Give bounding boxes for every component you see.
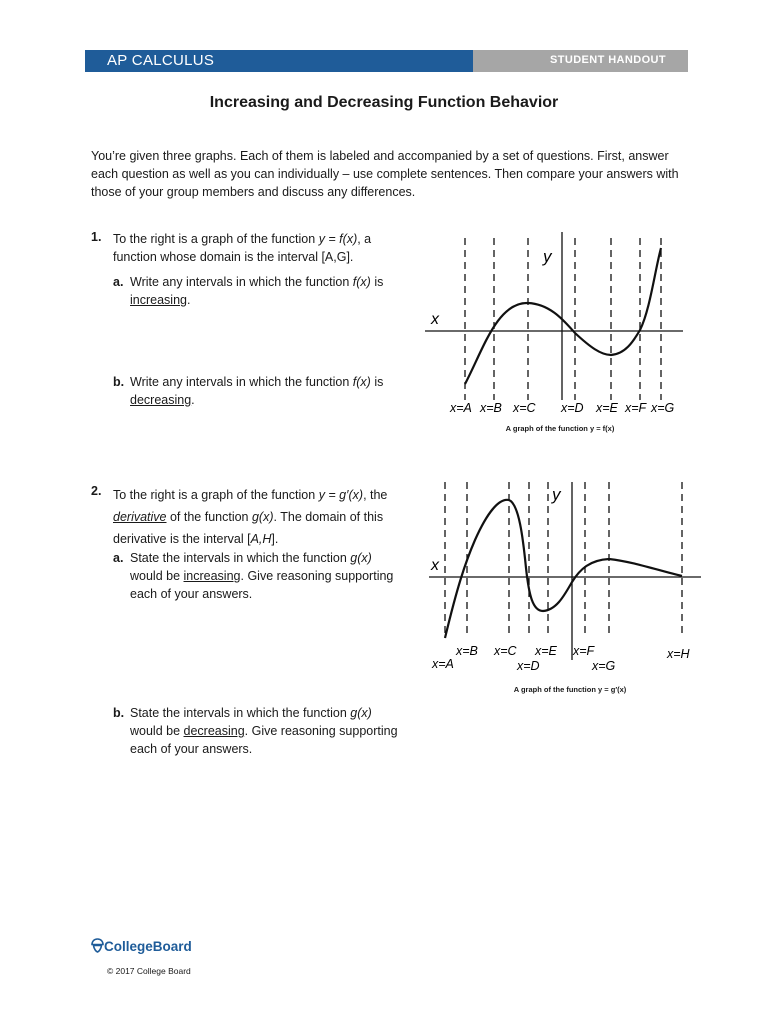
graph1-fx bbox=[425, 230, 695, 420]
q2a-text: State the intervals in which the function g(x) would be increasing. Give reasoning supporting each of your answers. bbox=[130, 551, 394, 601]
graph1-label-C: x=C bbox=[513, 401, 536, 415]
acorn-icon bbox=[91, 938, 104, 953]
graph1-label-E: x=E bbox=[596, 401, 618, 415]
graph2-curve bbox=[445, 500, 682, 638]
graph1-label-A: x=A bbox=[450, 401, 472, 415]
collegeboard-logo bbox=[91, 938, 192, 954]
course-title: AP CALCULUS bbox=[107, 52, 215, 69]
graph1-caption: A graph of the function y = f(x) bbox=[505, 424, 615, 433]
graph2-x-label: x bbox=[431, 557, 439, 574]
graph2-label-E: x=E bbox=[535, 644, 557, 658]
graph2-label-F: x=F bbox=[573, 644, 595, 658]
handout-label: STUDENT HANDOUT bbox=[550, 54, 666, 66]
graph2-label-H: x=H bbox=[667, 647, 690, 661]
q2b-text: State the intervals in which the function g(x) would be decreasing. Give reasoning supporting each of your answers. bbox=[130, 706, 398, 756]
graph1-tick-labels bbox=[449, 401, 675, 415]
graph1-label-F: x=F bbox=[625, 401, 647, 415]
graph2-label-A: x=A bbox=[432, 657, 454, 671]
graph2-label-D: x=D bbox=[517, 659, 540, 673]
logo-text: CollegeBoard bbox=[104, 939, 192, 954]
graph2-y-label: y bbox=[552, 485, 561, 504]
intro-paragraph: You’re given three graphs. Each of them is labeled and accompanied by a set of questions. First, answer each question as well as you can individually – use complete sentences. Then compare your answers with those of your group members and discuss any differences. bbox=[91, 149, 679, 199]
q2-number: 2. bbox=[91, 484, 102, 498]
q1a-label: a. bbox=[113, 275, 124, 289]
graph2-guides bbox=[445, 482, 682, 638]
page-title: Increasing and Decreasing Function Behavior bbox=[209, 94, 559, 111]
q1a-text: Write any intervals in which the function f(x) is increasing. bbox=[130, 275, 384, 307]
graph1-y-label: y bbox=[543, 247, 552, 266]
q1b-label: b. bbox=[113, 375, 125, 389]
graph2-gprime bbox=[425, 478, 705, 678]
copyright: © 2017 College Board bbox=[107, 966, 191, 976]
graph1-label-B: x=B bbox=[480, 401, 502, 415]
header-course-bar bbox=[85, 50, 473, 72]
q2a-label: a. bbox=[113, 551, 124, 565]
header-handout-bar bbox=[473, 50, 688, 72]
graph2-label-C: x=C bbox=[494, 644, 517, 658]
q1-number: 1. bbox=[91, 230, 102, 244]
q2b-label: b. bbox=[113, 706, 125, 720]
graph1-x-label: x bbox=[431, 311, 439, 328]
graph2-tick-labels bbox=[431, 644, 691, 673]
graph2-label-G: x=G bbox=[592, 659, 616, 673]
graph2-label-B: x=B bbox=[456, 644, 478, 658]
q2-stem: To the right is a graph of the function y = g′(x), the derivative of the function g(x). The domain of this derivative is the interval [A,H]. bbox=[113, 488, 388, 546]
graph1-label-D: x=D bbox=[561, 401, 584, 415]
q1b-text: Write any intervals in which the function f(x) is decreasing. bbox=[130, 375, 384, 407]
q1-stem: To the right is a graph of the function y = f(x), a function whose domain is the interval [A,G]. bbox=[113, 232, 372, 264]
graph2-caption: A graph of the function y = g′(x) bbox=[513, 685, 627, 694]
graph1-label-G: x=G bbox=[651, 401, 675, 415]
